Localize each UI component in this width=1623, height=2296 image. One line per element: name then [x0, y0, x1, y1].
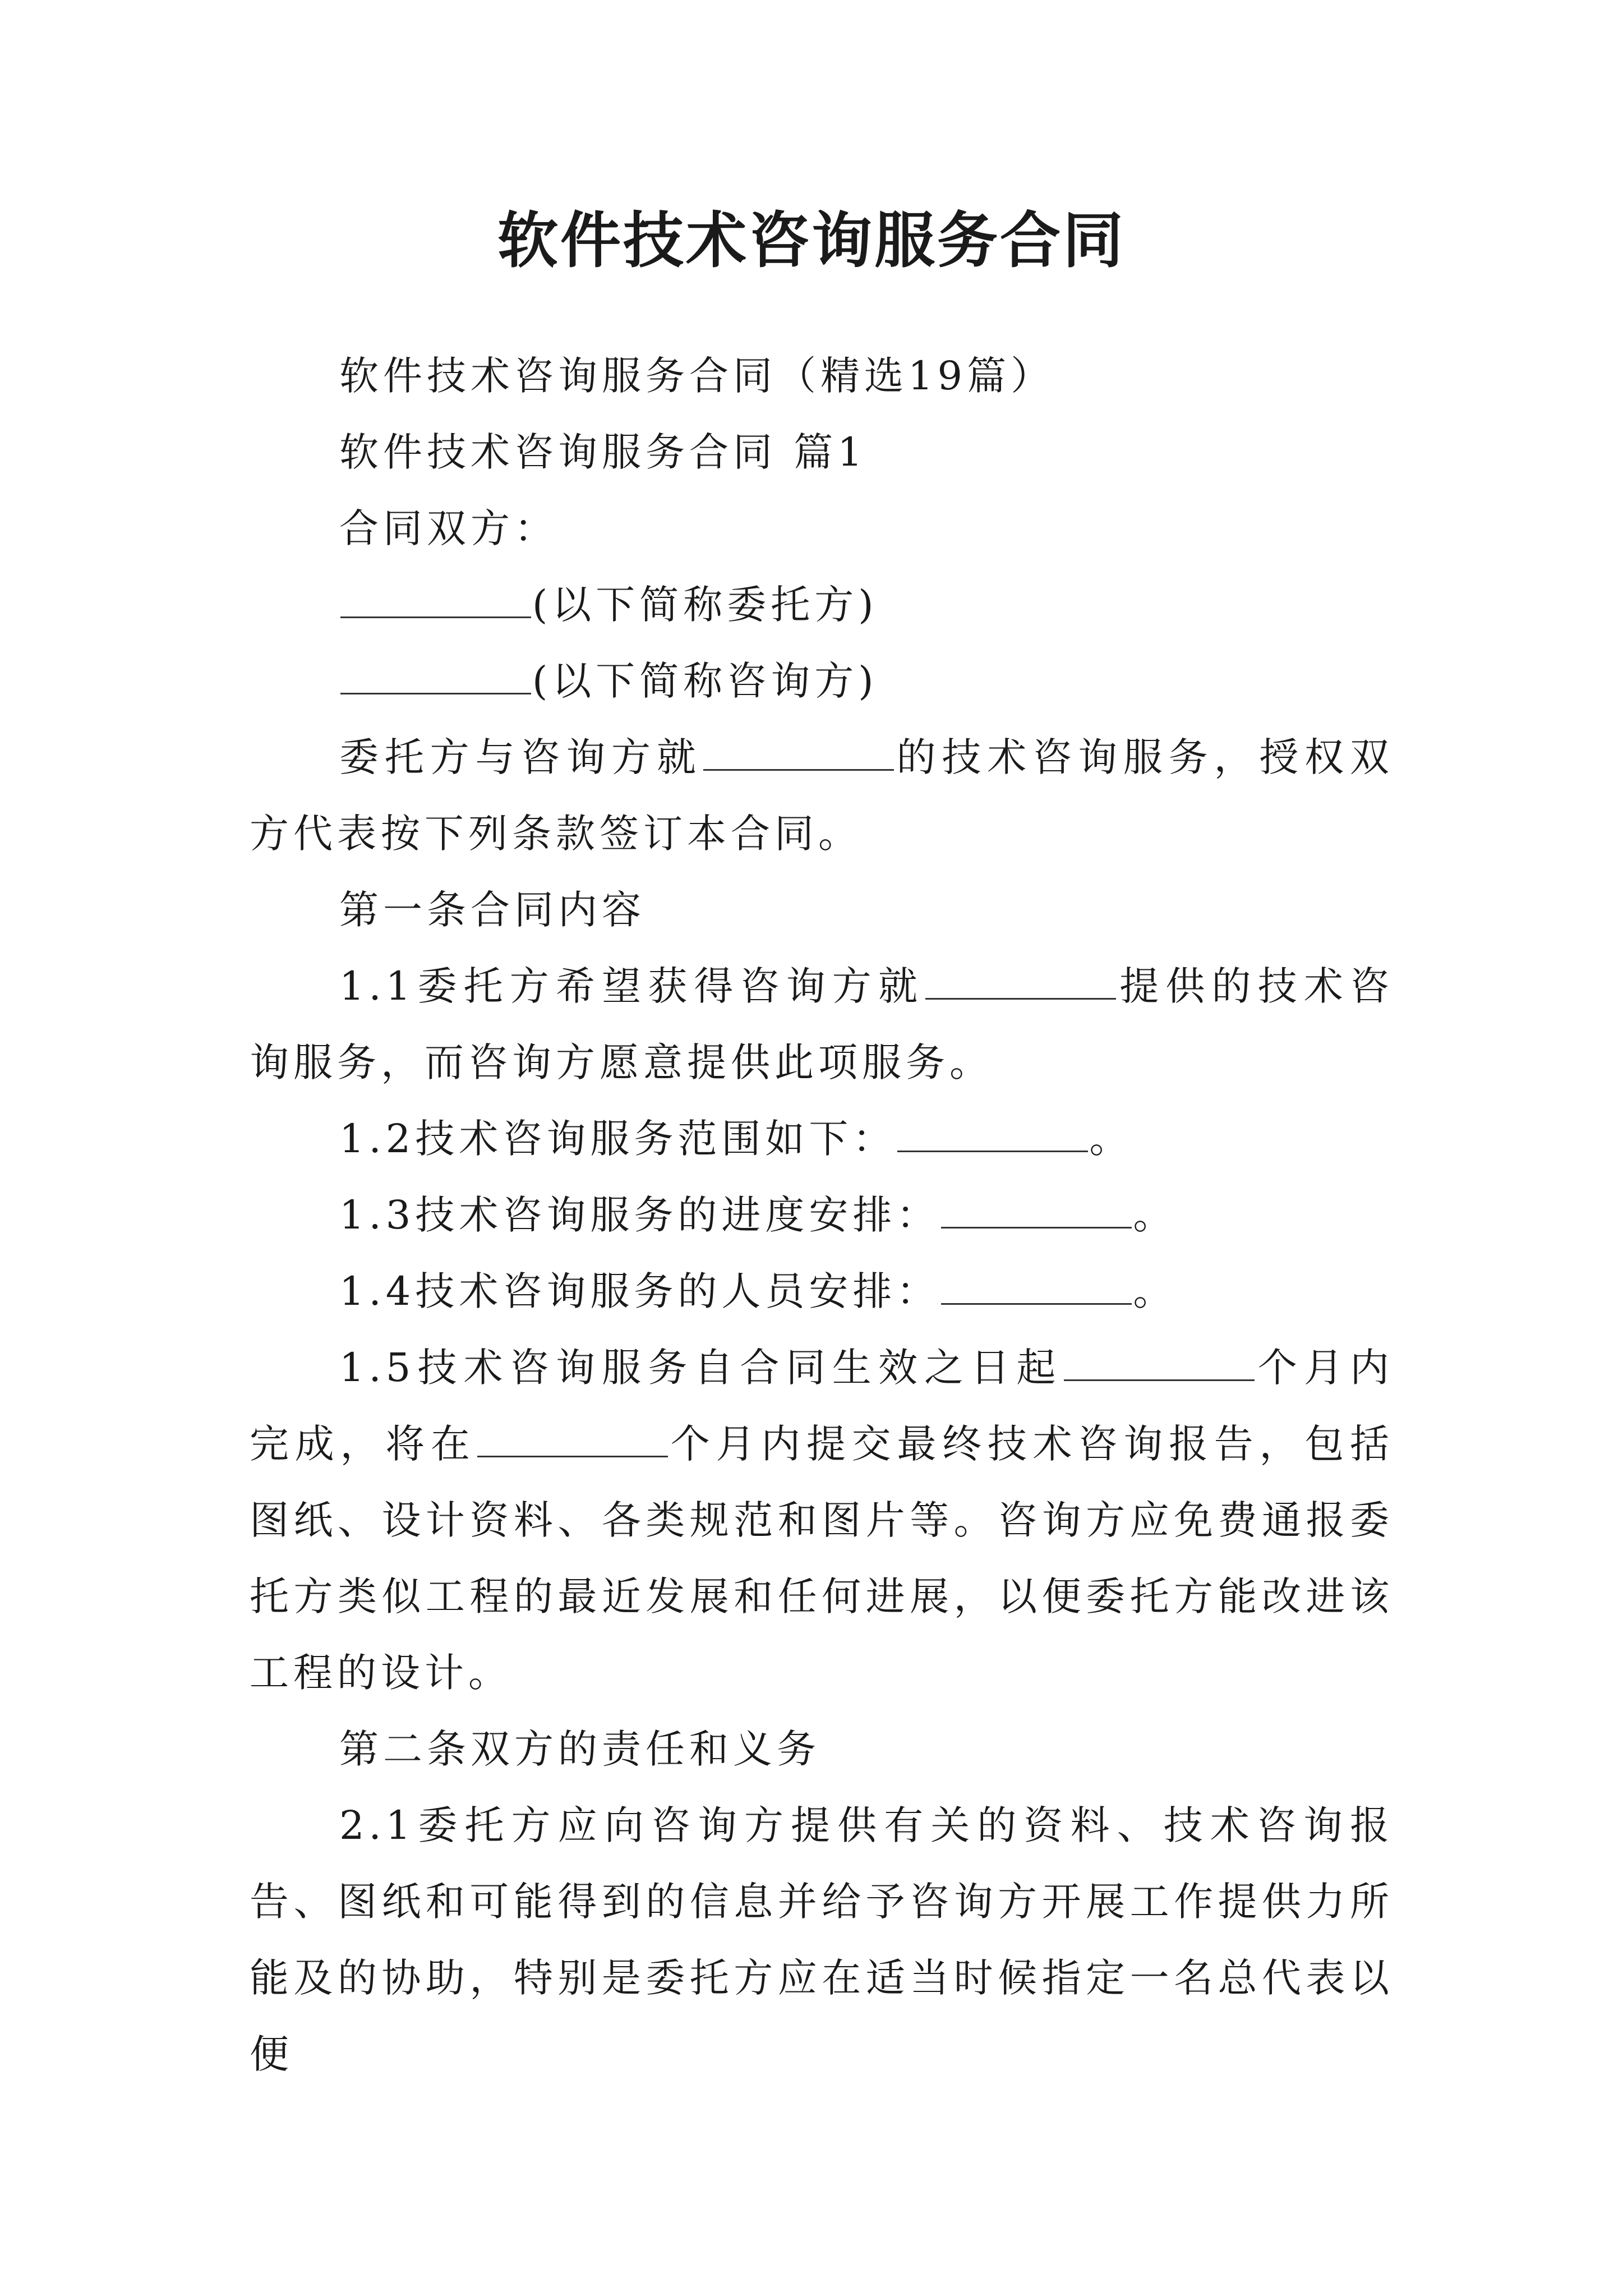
text-segment: 个月内完成，将在	[250, 1345, 1394, 1467]
consultant-label: (以下简称咨询方)	[532, 658, 878, 704]
paragraph-1-1	[250, 948, 1394, 1101]
text-segment: 。	[1089, 1116, 1133, 1162]
blank-line	[1064, 1346, 1255, 1381]
paragraph-subtitle: 软件技术咨询服务合同（精选19篇）	[339, 353, 1055, 399]
text-segment: 的技术咨询服务，授权双方代表按下列条款签订本合同。	[250, 734, 1394, 857]
paragraph-1-4	[250, 1253, 1394, 1329]
document-title: 软件技术咨询服务合同	[497, 206, 1126, 276]
paragraph-consultant	[250, 643, 1394, 719]
text-segment: 1.3技术咨询服务的进度安排：	[339, 1192, 940, 1238]
blank-line	[941, 1269, 1132, 1305]
paragraph-article-1: 第一条合同内容	[339, 887, 645, 933]
text-segment: 1.4技术咨询服务的人员安排：	[339, 1268, 940, 1314]
paragraph-section-heading: 软件技术咨询服务合同 篇1	[339, 429, 867, 475]
text-segment: 1.1委托方希望获得咨询方就	[339, 963, 925, 1009]
text-segment: 委托方与咨询方就	[339, 734, 702, 780]
paragraph-client	[250, 567, 1394, 643]
text-segment: 1.2技术咨询服务范围如下：	[339, 1116, 897, 1162]
blank-line	[477, 1422, 668, 1457]
blank-line	[340, 659, 531, 694]
document-body	[250, 338, 1394, 2092]
paragraph-1-2	[250, 1101, 1394, 1177]
blank-line	[925, 964, 1116, 1000]
text-segment: 。	[1133, 1192, 1177, 1238]
blank-line	[897, 1117, 1088, 1152]
text-segment: 提供的技术咨询服务，而咨询方愿意提供此项服务。	[250, 963, 1394, 1085]
paragraph-2-1: 2.1委托方应向咨询方提供有关的资料、技术咨询报告、图纸和可能得到的信息并给予咨询方开展工作提供力所能及的协助，特别是委托方应在适当时候指定一名总代表以便	[250, 1802, 1394, 2077]
paragraph-parties: 合同双方：	[339, 505, 558, 551]
blank-line	[941, 1193, 1132, 1228]
client-label: (以下简称委托方)	[532, 582, 878, 628]
blank-line	[703, 735, 894, 771]
paragraph-article-2: 第二条双方的责任和义务	[339, 1726, 820, 1772]
blank-line	[340, 583, 531, 618]
paragraph-intro	[250, 719, 1394, 872]
paragraph-1-3	[250, 1177, 1394, 1253]
text-segment: 1.5技术咨询服务自合同生效之日起	[339, 1345, 1063, 1391]
text-segment: 个月内提交最终技术咨询报告，包括图纸、设计资料、各类规范和图片等。咨询方应免费通报委托方类似工程的最近发展和任何进展，以便委托方能改进该工程的设计。	[250, 1421, 1394, 1696]
paragraph-1-5	[250, 1329, 1394, 1711]
text-segment: 。	[1133, 1268, 1177, 1314]
